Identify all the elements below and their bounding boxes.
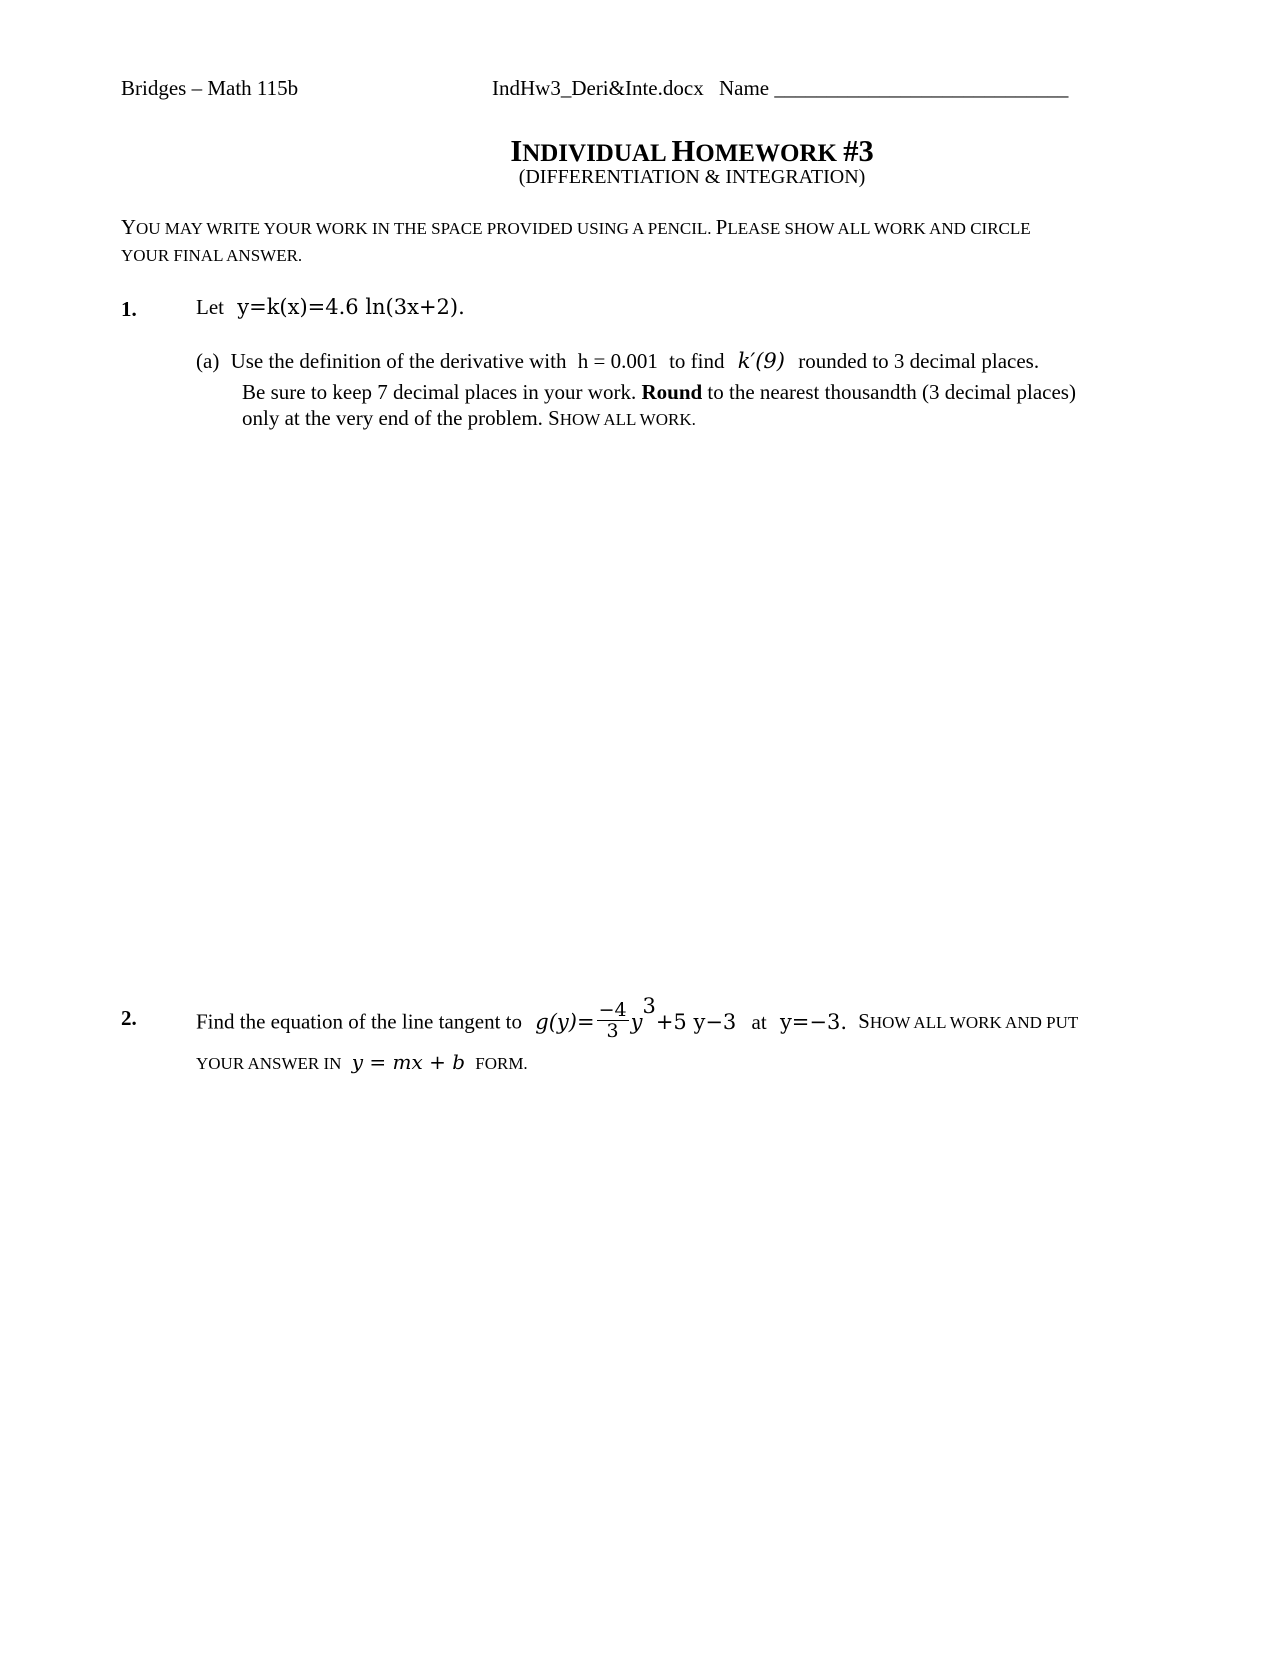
page-subtitle: (DIFFERENTIATION & INTEGRATION): [518, 166, 866, 188]
instructions-line-1: [121, 215, 1201, 242]
question-1a-show-rest: HOW ALL WORK.: [559, 410, 696, 429]
title-word-2: OMEWORK: [695, 140, 837, 167]
question-1a-line-3: [242, 406, 696, 431]
question-1a-text-2: to find: [669, 349, 725, 373]
question-2-point: y=−3.: [779, 1010, 848, 1035]
question-2-line-2-form: FORM.: [475, 1054, 528, 1073]
name-label: Name: [718, 76, 770, 100]
question-1a-round-bold: Round: [641, 380, 703, 404]
question-1-stem: [196, 295, 465, 320]
question-2-text-1: Find the equation of the line tangent to: [196, 1009, 523, 1034]
question-2-fraction-denominator: 3: [606, 1019, 619, 1042]
question-1a-h-value: h = 0.001: [577, 349, 658, 373]
question-1a-label: (a): [196, 349, 220, 373]
question-1a-kprime: k′(9): [737, 349, 785, 373]
question-1a-line-3-text: only at the very end of the problem.: [242, 406, 543, 430]
question-1-number: 1.: [121, 297, 137, 321]
instructions-initial-2: P: [715, 217, 728, 239]
name-blank: ____________________________: [774, 76, 1069, 100]
file-name: [492, 76, 1068, 101]
question-2-line-2-text: YOUR ANSWER IN: [196, 1054, 342, 1073]
question-2-show-work: [858, 1010, 1079, 1033]
question-2-show-rest: HOW ALL WORK AND PUT: [869, 1012, 1079, 1032]
title-initial-1: I: [510, 134, 523, 168]
instructions-sentence-2: LEASE SHOW ALL WORK AND CIRCLE: [727, 219, 1031, 238]
question-1a-line-2: [242, 380, 1076, 405]
question-2-fraction-numerator: −4: [598, 998, 627, 1021]
question-2-g-rest: +5 y−3: [655, 1010, 737, 1035]
question-1-let: Let: [196, 295, 224, 319]
question-2-number: 2.: [121, 1006, 137, 1030]
question-2-slope-intercept: y = mx + b: [351, 1050, 465, 1074]
title-word-1: NDIVIDUAL: [522, 140, 666, 167]
title-initial-2: H: [671, 134, 696, 168]
page-title: [0, 134, 1280, 169]
question-1a-line-2-rest: to the nearest thousandth (3 decimal places): [707, 380, 1076, 404]
instructions-sentence-1: OU MAY WRITE YOUR WORK IN THE SPACE PROVIDED USING A PENCIL.: [135, 219, 712, 238]
question-2-g-lhs: g(y)=: [535, 1010, 595, 1035]
question-2-stem: [196, 994, 1078, 1043]
instructions: [121, 215, 1201, 269]
question-2-line-2: [196, 1050, 528, 1074]
instructions-initial-1: Y: [121, 217, 136, 239]
question-2-g-exponent: 3: [642, 994, 656, 1018]
question-2-show-initial: S: [858, 1010, 870, 1033]
title-number: #3: [843, 134, 874, 168]
question-2-fraction: [597, 1000, 629, 1041]
file-name-text: IndHw3_Deri&Inte.docx: [492, 76, 704, 100]
question-2-g-var: y: [630, 1010, 643, 1035]
question-2-at: at: [751, 1009, 767, 1034]
question-1a-line-1: [196, 349, 1039, 374]
question-1a-text-1: Use the definition of the derivative with: [230, 349, 567, 373]
question-1a-show-initial: S: [548, 408, 560, 430]
question-1a-text-3: rounded to 3 decimal places.: [798, 349, 1040, 373]
question-1a-line-2-text: Be sure to keep 7 decimal places in your work.: [242, 380, 637, 404]
instructions-line-2: YOUR FINAL ANSWER.: [121, 246, 303, 265]
course-label: Bridges – Math 115b: [121, 76, 299, 100]
question-1-function: y=k(x)=4.6 ln(3x+2).: [237, 295, 465, 319]
question-1a-show-work: [548, 410, 696, 429]
